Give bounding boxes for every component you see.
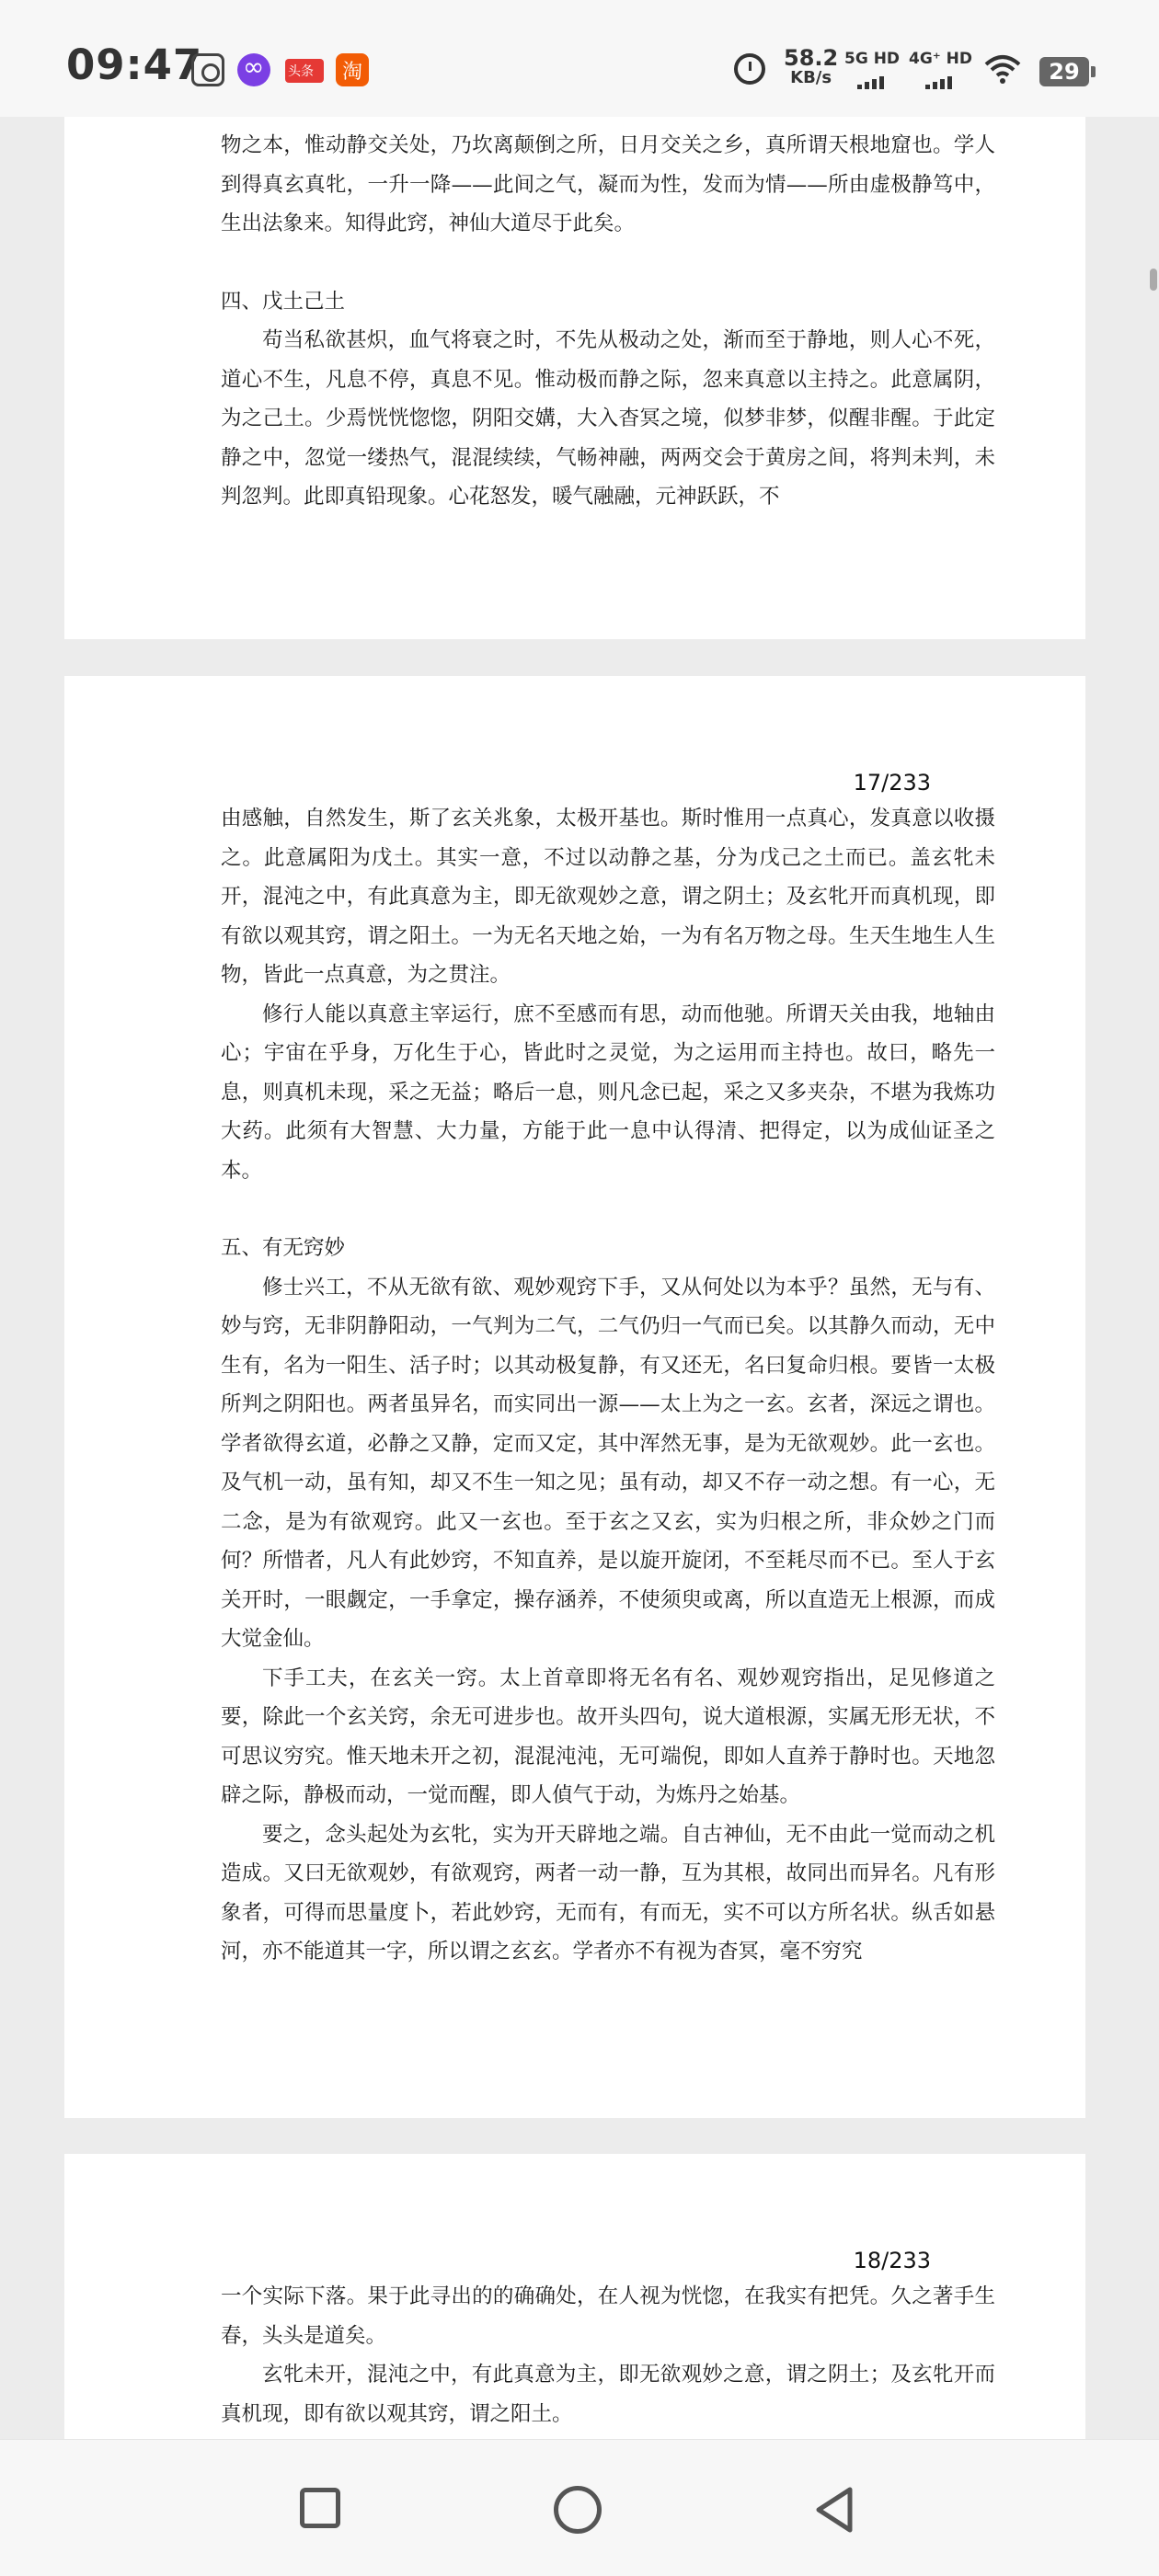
camera-app-icon [191,53,224,86]
taobao-app-icon [336,53,369,86]
paragraph: 一个实际下落。果于此寻出的的确确处，在人视为恍惚，在我实有把凭。久之著手生春，头头是道矣。 [221,2284,995,2348]
sim2-signal-icon [925,72,955,86]
home-button[interactable] [552,2484,603,2536]
wifi-icon [984,53,1021,85]
battery-level: 29 [1049,59,1080,85]
document-page-18 [64,2154,1085,2448]
paragraph: 由感触，自然发生，斯了玄关兆象，太极开基也。斯时惟用一点真心，发真意以收摄之。此意属阳为戊土。其实一意，不过以动静之基，分为戊己之土而已。盖玄牝未开，混沌之中，有此真意为主，即无欲观妙之意，谓之阴土；及玄牝开而真机现，即有欲以观其窍，谓之阳土。一为无名天地之始，一为有名万物之母。生天生地生人生物，皆此一点真意，为之贯注。 [221,807,995,987]
scroll-indicator[interactable] [1150,269,1157,291]
battery-icon [1039,57,1089,86]
page-number: 17/233 [853,770,931,796]
paragraph: 下手工夫，在玄关一窍。太上首章即将无名有名、观妙观窍指出，足见修道之要，除此一个玄关窍，余无可进步也。故开头四句，说大道根源，实属无形无状，不可思议穷究。惟天地未开之初，混混沌沌，无可端倪，即如人直养于静时也。天地忽辟之际，静极而动，一觉而醒，即人偵气于动，为炼丹之始基。 [221,1666,995,1807]
taobao-app-label: 淘 [342,61,363,84]
sim2-label: 4G⁺ HD [909,50,973,68]
page-17-text [221,799,995,1972]
clock: 09:47 [66,40,203,89]
paragraph: 要之，念头起处为玄牝，实为开天辟地之端。自古神仙，无不由此一觉而动之机造成。又曰无欲观妙，有欲观窍，两者一动一静，互为其根，故同出而异名。凡有形象者，可得而思量度卜，若此妙窍，无而有，有而无，实不可以方所名状。纵舌如悬河，亦不能道其一字，所以谓之玄玄。学者亦不有视为杳冥，毫不穷究 [221,1822,995,1963]
page-number: 18/233 [853,2248,931,2273]
page-16-text [221,126,995,517]
section-heading: 四、戊土己土 [221,289,346,314]
toutiao-app-label: 头条 [288,64,314,79]
toutiao-app-icon [285,59,324,83]
status-bar [0,0,1159,117]
paragraph: 玄牝未开，混沌之中，有此真意为主，即无欲观妙之意，谓之阴土；及玄牝开而真机现，即有欲以观其窍，谓之阳土。 [221,2363,995,2426]
infinity-app-icon [237,53,270,86]
paragraph: 物之本，惟动静交关处，乃坎离颠倒之所，日月交关之乡，真所谓天根地窟也。学人到得真玄真牝，一升一降——此间之气，凝而为性，发而为情——所由虚极静笃中，生出法象来。知得此窍，神仙大道尽于此矣。 [221,133,995,235]
paragraph: 苟当私欲甚炽，血气将衰之时，不先从极动之处，渐而至于静地，则人心不死，道心不生，凡息不停，真息不见。惟动极而静之际，忽来真意以主持之。此意属阴，为之己土。少焉恍恍惚惚，阴阳交媾，大入杳冥之境，似梦非梦，似醒非醒。于此定静之中，忽觉一缕热气，混混续续，气畅神融，两两交会于黄房之间，将判未判，未判忽判。此即真铅现象。心花怒发，暖气融融，元神跃跃，不 [221,328,995,509]
net-speed-unit: KB/s [790,68,832,87]
paragraph-gap [221,244,995,282]
document-page-16 [64,117,1085,639]
page-18-text [221,2277,995,2433]
document-page-17 [64,676,1085,2118]
alarm-icon [734,53,765,85]
sim1-label: 5G HD [844,50,901,68]
paragraph: 修行人能以真意主宰运行，庶不至感而有思，动而他驰。所谓天关由我，地轴由心；宇宙在乎身，万化生于心，皆此时之灵觉，为之运用而主持也。故曰，略先一息，则真机未现，采之无益；略后一息，则凡念已起，采之又多夹杂，不堪为我炼功大药。此须有大智慧、大力量，方能于此一息中认得清、把得定，以为成仙证圣之本。 [221,1002,995,1183]
recent-apps-button[interactable] [296,2484,348,2536]
navigation-bar [0,2439,1159,2576]
net-speed [784,45,839,88]
sim1-signal-icon [857,72,887,86]
back-button[interactable] [809,2484,861,2536]
net-speed-value: 58.2 [784,45,839,71]
section-heading: 五、有无窍妙 [221,1236,346,1260]
paragraph: 修士兴工，不从无欲有欲、观妙观窍下手，又从何处以为本乎？虽然，无与有、妙与窍，无非阴静阳动，一气判为二气，二气仍归一气而已矣。以其静久而动，无中生有，名为一阳生、活子时；以其动极复静，有又还无，名曰复命归根。要皆一太极所判之阴阳也。两者虽异名，而实同出一源——太上为之一玄。玄者，深远之谓也。学者欲得玄道，必静之又静，定而又定，其中浑然无事，是为无欲观妙。此一玄也。及气机一动，虽有知，却又不生一知之见；虽有动，却又不存一动之想。有一心，无二念，是为有欲观窍。此又一玄也。至于玄之又玄，实为归根之所，非众妙之门而何？所惜者，凡人有此妙窍，不知直养，是以旋开旋闭，不至耗尽而不已。至人于玄关开时，一眼觑定，一手拿定，操存涵养，不使须臾或离，所以直造无上根源，而成大觉金仙。 [221,1275,995,1651]
paragraph-gap [221,1190,995,1229]
